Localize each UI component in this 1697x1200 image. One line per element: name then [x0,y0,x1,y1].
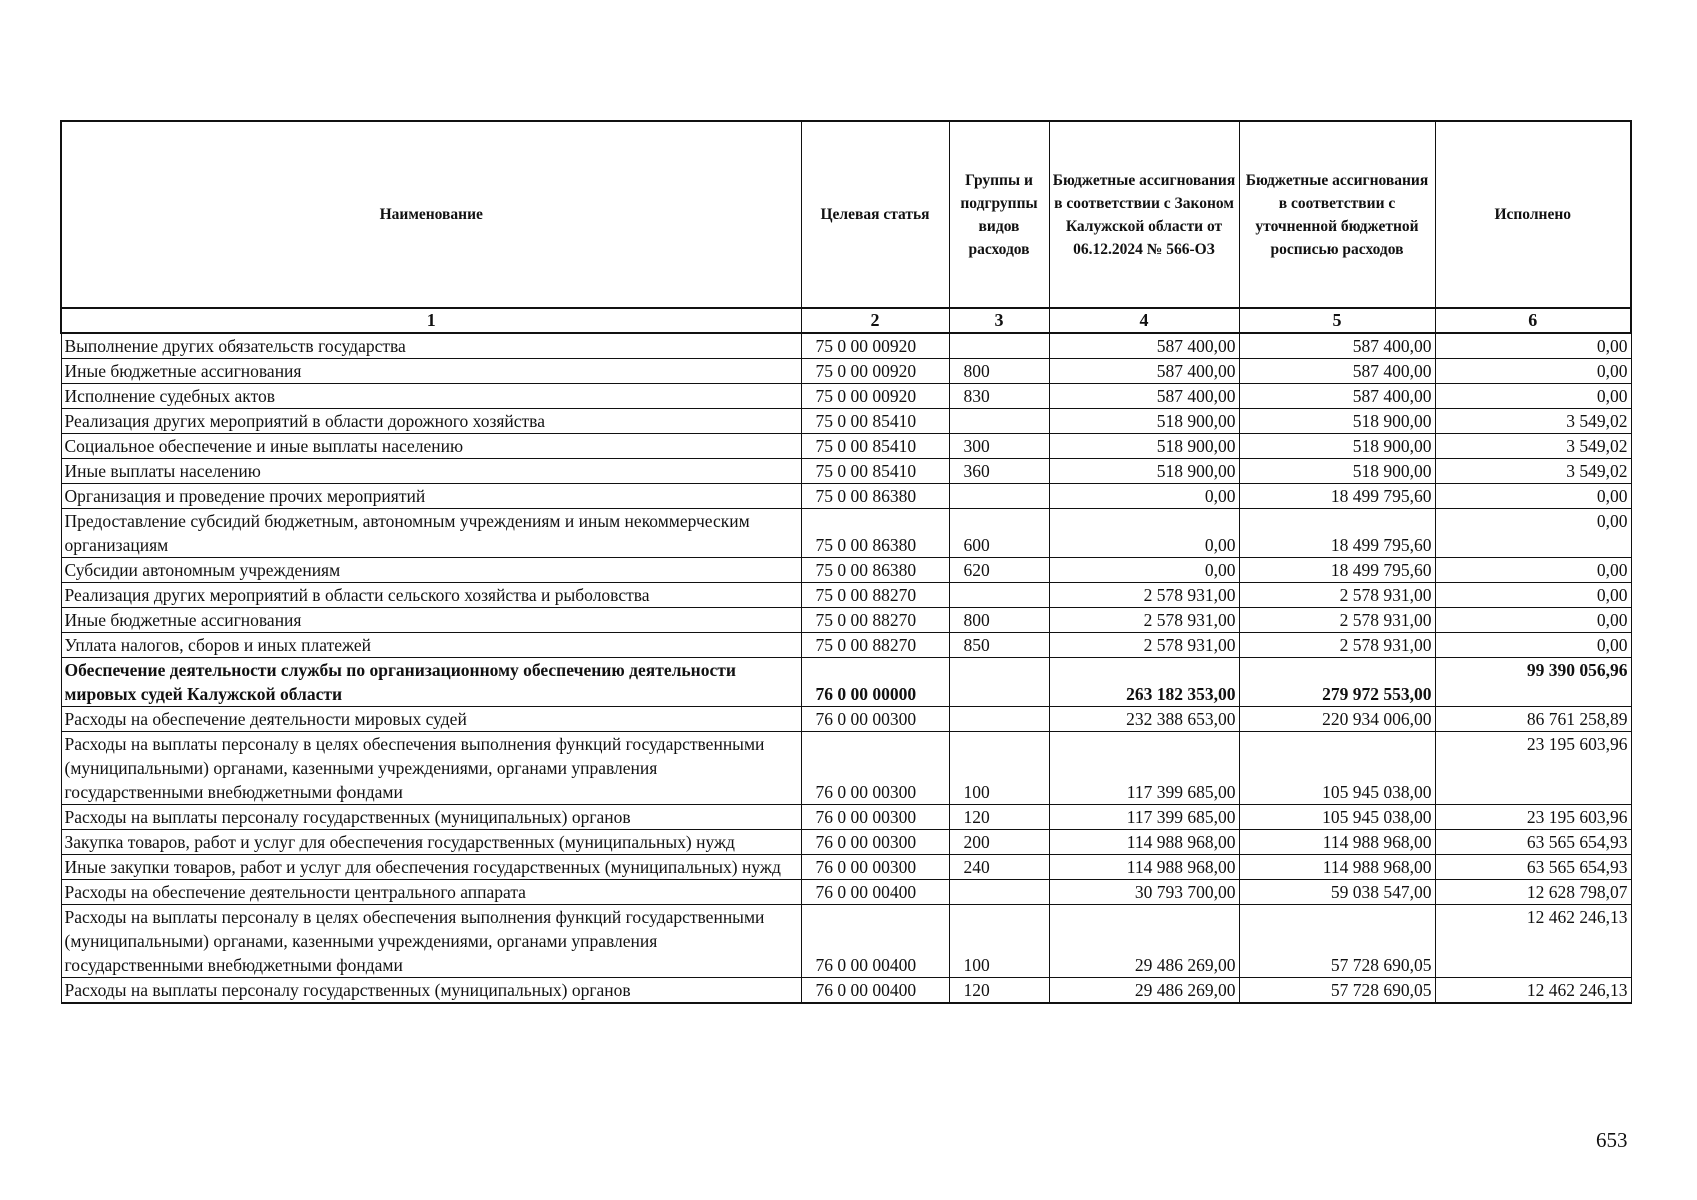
row-refined-allocation: 220 934 006,00 [1239,707,1435,732]
row-expense-group [949,409,1049,434]
row-law-allocation: 0,00 [1049,509,1239,558]
row-executed: 0,00 [1435,484,1631,509]
row-name: Расходы на выплаты персоналу в целях обеспечения выполнения функций государственными (муниципальными) органами, казенными учреждениями, органами управления государственными внебюджетными фондами [61,732,801,805]
row-name: Уплата налогов, сборов и иных платежей [61,633,801,658]
row-expense-group: 100 [949,905,1049,978]
row-expense-group [949,333,1049,359]
row-expense-group: 620 [949,558,1049,583]
row-target-article: 75 0 00 88270 [801,633,949,658]
row-executed: 23 195 603,96 [1435,732,1631,805]
table-row [61,583,1631,608]
col-number: 3 [949,308,1049,333]
row-expense-group: 100 [949,732,1049,805]
row-refined-allocation: 2 578 931,00 [1239,583,1435,608]
row-law-allocation: 518 900,00 [1049,409,1239,434]
row-expense-group [949,484,1049,509]
row-name: Реализация других мероприятий в области сельского хозяйства и рыболовства [61,583,801,608]
row-name: Выполнение других обязательств государства [61,333,801,359]
row-target-article: 75 0 00 85410 [801,434,949,459]
row-refined-allocation: 18 499 795,60 [1239,509,1435,558]
row-target-article: 75 0 00 88270 [801,583,949,608]
row-expense-group: 200 [949,830,1049,855]
row-refined-allocation: 518 900,00 [1239,409,1435,434]
row-target-article: 76 0 00 00300 [801,805,949,830]
table-row [61,384,1631,409]
row-expense-group: 120 [949,805,1049,830]
row-name: Обеспечение деятельности службы по организационному обеспечению деятельности мировых судей Калужской области [61,658,801,707]
table-row [61,633,1631,658]
row-target-article: 76 0 00 00300 [801,830,949,855]
col-header-executed: Исполнено [1435,121,1631,308]
row-executed: 12 462 246,13 [1435,905,1631,978]
row-executed: 63 565 654,93 [1435,830,1631,855]
row-law-allocation: 29 486 269,00 [1049,978,1239,1004]
row-refined-allocation: 587 400,00 [1239,359,1435,384]
row-target-article: 76 0 00 00400 [801,880,949,905]
row-target-article: 75 0 00 86380 [801,558,949,583]
table-row [61,409,1631,434]
row-expense-group: 800 [949,359,1049,384]
row-expense-group: 120 [949,978,1049,1004]
table-row [61,434,1631,459]
col-header-expense-groups: Группы и подгруппы видов расходов [949,121,1049,308]
row-law-allocation: 232 388 653,00 [1049,707,1239,732]
row-refined-allocation: 57 728 690,05 [1239,978,1435,1004]
row-refined-allocation: 587 400,00 [1239,333,1435,359]
row-executed: 12 462 246,13 [1435,978,1631,1004]
row-expense-group [949,658,1049,707]
row-target-article: 75 0 00 85410 [801,409,949,434]
row-executed: 99 390 056,96 [1435,658,1631,707]
row-name: Субсидии автономным учреждениям [61,558,801,583]
row-executed: 0,00 [1435,558,1631,583]
row-executed: 3 549,02 [1435,459,1631,484]
row-executed: 0,00 [1435,509,1631,558]
row-law-allocation: 518 900,00 [1049,459,1239,484]
row-expense-group: 240 [949,855,1049,880]
row-name: Расходы на выплаты персоналу государственных (муниципальных) органов [61,805,801,830]
row-expense-group: 600 [949,509,1049,558]
row-refined-allocation: 2 578 931,00 [1239,608,1435,633]
table-row [61,558,1631,583]
row-executed: 0,00 [1435,633,1631,658]
row-target-article: 75 0 00 85410 [801,459,949,484]
row-law-allocation: 117 399 685,00 [1049,805,1239,830]
row-law-allocation: 2 578 931,00 [1049,633,1239,658]
row-executed: 86 761 258,89 [1435,707,1631,732]
row-refined-allocation: 279 972 553,00 [1239,658,1435,707]
row-law-allocation: 117 399 685,00 [1049,732,1239,805]
row-expense-group [949,707,1049,732]
row-expense-group [949,880,1049,905]
row-name: Расходы на выплаты персоналу в целях обеспечения выполнения функций государственными (муниципальными) органами, казенными учреждениями, органами управления государственными внебюджетными фондами [61,905,801,978]
row-name: Иные бюджетные ассигнования [61,608,801,633]
page-number: 653 [1596,1128,1628,1152]
row-executed: 0,00 [1435,333,1631,359]
col-header-refined-allocations: Бюджетные ассигнования в соответствии с уточненной бюджетной росписью расходов [1239,121,1435,308]
row-target-article: 76 0 00 00300 [801,732,949,805]
budget-table [60,120,1632,1004]
col-number: 5 [1239,308,1435,333]
row-target-article: 75 0 00 00920 [801,333,949,359]
row-refined-allocation: 105 945 038,00 [1239,805,1435,830]
table-row [61,880,1631,905]
table-row [61,359,1631,384]
table-row [61,608,1631,633]
row-name: Иные выплаты населению [61,459,801,484]
row-refined-allocation: 114 988 968,00 [1239,830,1435,855]
col-number: 6 [1435,308,1631,333]
row-law-allocation: 587 400,00 [1049,333,1239,359]
row-expense-group: 830 [949,384,1049,409]
table-row [61,805,1631,830]
row-name: Предоставление субсидий бюджетным, автономным учреждениям и иным некоммерческим организациям [61,509,801,558]
row-target-article: 75 0 00 88270 [801,608,949,633]
row-name: Расходы на обеспечение деятельности мировых судей [61,707,801,732]
col-header-target-article: Целевая статья [801,121,949,308]
row-refined-allocation: 114 988 968,00 [1239,855,1435,880]
row-name: Организация и проведение прочих мероприятий [61,484,801,509]
table-row [61,333,1631,359]
table-row [61,484,1631,509]
header-row [61,121,1631,308]
row-target-article: 75 0 00 86380 [801,509,949,558]
row-target-article: 75 0 00 86380 [801,484,949,509]
row-law-allocation: 518 900,00 [1049,434,1239,459]
row-name: Иные бюджетные ассигнования [61,359,801,384]
row-executed: 63 565 654,93 [1435,855,1631,880]
row-target-article: 76 0 00 00300 [801,707,949,732]
row-law-allocation: 2 578 931,00 [1049,608,1239,633]
col-number: 2 [801,308,949,333]
row-law-allocation: 0,00 [1049,558,1239,583]
table-row [61,905,1631,978]
table-row [61,830,1631,855]
table-row [61,509,1631,558]
row-law-allocation: 587 400,00 [1049,384,1239,409]
row-name: Иные закупки товаров, работ и услуг для обеспечения государственных (муниципальных) нужд [61,855,801,880]
row-executed: 23 195 603,96 [1435,805,1631,830]
budget-table-sheet [60,120,1630,1004]
row-expense-group: 800 [949,608,1049,633]
row-law-allocation: 587 400,00 [1049,359,1239,384]
row-law-allocation: 114 988 968,00 [1049,855,1239,880]
row-expense-group: 360 [949,459,1049,484]
col-header-name: Наименование [61,121,801,308]
row-law-allocation: 2 578 931,00 [1049,583,1239,608]
col-number: 4 [1049,308,1239,333]
row-refined-allocation: 587 400,00 [1239,384,1435,409]
table-row [61,459,1631,484]
row-target-article: 76 0 00 00400 [801,978,949,1004]
row-refined-allocation: 2 578 931,00 [1239,633,1435,658]
table-row [61,732,1631,805]
table-row [61,658,1631,707]
row-target-article: 76 0 00 00000 [801,658,949,707]
table-row [61,978,1631,1004]
table-body [61,333,1631,1003]
row-law-allocation: 263 182 353,00 [1049,658,1239,707]
row-refined-allocation: 18 499 795,60 [1239,484,1435,509]
row-expense-group: 300 [949,434,1049,459]
table-row [61,855,1631,880]
row-refined-allocation: 18 499 795,60 [1239,558,1435,583]
row-executed: 0,00 [1435,359,1631,384]
row-executed: 3 549,02 [1435,434,1631,459]
row-name: Реализация других мероприятий в области дорожного хозяйства [61,409,801,434]
row-law-allocation: 30 793 700,00 [1049,880,1239,905]
row-executed: 12 628 798,07 [1435,880,1631,905]
row-law-allocation: 29 486 269,00 [1049,905,1239,978]
row-executed: 3 549,02 [1435,409,1631,434]
row-law-allocation: 0,00 [1049,484,1239,509]
row-name: Закупка товаров, работ и услуг для обеспечения государственных (муниципальных) нужд [61,830,801,855]
row-target-article: 76 0 00 00300 [801,855,949,880]
row-name: Расходы на выплаты персоналу государственных (муниципальных) органов [61,978,801,1004]
col-number: 1 [61,308,801,333]
row-expense-group: 850 [949,633,1049,658]
row-refined-allocation: 59 038 547,00 [1239,880,1435,905]
row-target-article: 76 0 00 00400 [801,905,949,978]
row-target-article: 75 0 00 00920 [801,359,949,384]
row-executed: 0,00 [1435,583,1631,608]
row-executed: 0,00 [1435,608,1631,633]
table-row [61,707,1631,732]
column-number-row [61,308,1631,333]
row-target-article: 75 0 00 00920 [801,384,949,409]
row-name: Расходы на обеспечение деятельности центрального аппарата [61,880,801,905]
row-name: Исполнение судебных актов [61,384,801,409]
row-refined-allocation: 518 900,00 [1239,434,1435,459]
row-expense-group [949,583,1049,608]
row-refined-allocation: 105 945 038,00 [1239,732,1435,805]
row-law-allocation: 114 988 968,00 [1049,830,1239,855]
row-refined-allocation: 57 728 690,05 [1239,905,1435,978]
row-executed: 0,00 [1435,384,1631,409]
col-header-law-allocations: Бюджетные ассигнования в соответствии с Законом Калужской области от 06.12.2024 № 566-ОЗ [1049,121,1239,308]
row-name: Социальное обеспечение и иные выплаты населению [61,434,801,459]
row-refined-allocation: 518 900,00 [1239,459,1435,484]
